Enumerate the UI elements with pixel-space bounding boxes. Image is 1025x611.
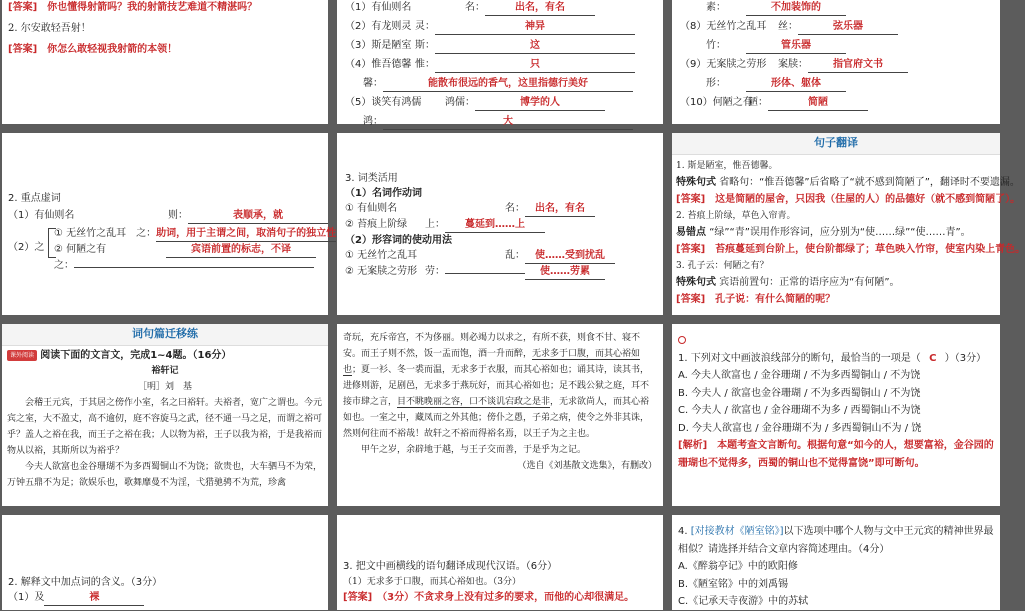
vocab-row: （4）惟吾德馨 惟： 只 [345,57,655,76]
vocab-row: 素： 不加装饰的 [680,0,992,19]
slide-translation-cont [2,0,328,124]
passage-title: 裕轩记 [151,366,179,376]
section-title: 词句篇迁移练 [132,327,198,341]
vocab-row: （1）有仙则名 则： 表顺承，就 [8,208,322,224]
vocab-row: （9）无案牍之劳形 案牍： 指官府文书 [680,57,992,76]
question-3: 3. 把文中画横线的语句翻译成现代汉语。（6分） [343,561,558,572]
slide-word-class [337,133,663,315]
slide-question-2: 2. 解释文中加点词的含义。（3分） （1）及 裸 [2,515,328,610]
slide-question-3: 3. 把文中画横线的语句翻译成现代汉语。（6分） （1）无求多于口腹，而其心裕如也。（3分） [答案] （3分）不贪求身上没有过多的要求，而他的心却很满足。 [337,515,663,610]
sentence-1: 1. 斯是陋室，惟吾德馨。 [676,161,778,171]
vocab-row: ① 有仙则名 名： 出名，有名 [345,201,655,217]
slide-vocabulary-2 [672,0,1000,124]
zhi-group: （2）之 ① 无丝竹之乱耳 之：助词，用于主谓之间，取消句子的独立性 ② 何陋之有 宾语前置的标志，不译 之： [8,228,337,271]
brace [48,228,56,258]
vocab-row: （3）斯是陋室 斯： 这 [345,38,655,57]
subsection-heading: （1）名词作动词 [345,188,422,199]
question-2: 2. 解释文中加点词的含义。（3分） [8,577,163,588]
passage-paragraph: 甲午之岁，余辟地于越，与王子交而善，于是乎为之记。 [361,445,587,456]
answer-3: [答案] 孔子说：有什么简陋的呢？ [676,294,836,306]
section-title: 3. 词类活用 [345,173,398,184]
subsection-heading: （2）形容词的使动用法 [345,235,452,246]
vocab-row: 形： 形体、躯体 [680,76,992,95]
vocab-row: 馨： 能散布很远的香气，这里指德行美好 [345,76,655,95]
underlined-sentence-1: 无求多于口腹，而其心裕如也 [343,349,641,376]
option-d: D. 今夫人欲富也 / 金谷珊瑚不为 / 多西蜀铜山不为 / 饶 [678,422,922,434]
vocab-row: （1）有仙则名 名： 出名，有名 [345,0,655,19]
explanation: [解析] 本题考查文言断句。根据句意“如今的人，想要富裕，金谷园的珊瑚也不觉得多，西蜀的铜山也不觉得富饶”即可断句。 [678,440,994,469]
vocab-row: ① 无丝竹之乱耳 乱： 使……受到扰乱 [345,248,655,264]
vocab-row: （2）有龙则灵 灵： 神异 [345,19,655,38]
option-b: B.《陋室铭》中的刘禹锡 [678,578,789,590]
option-a: A.《醉翁亭记》中的欧阳修 [678,561,798,572]
slide-reading-passage-2 [337,324,663,506]
passage-source: （选自《刘基散文选集》，有删改） [517,461,657,472]
passage-paragraph: 今夫人欲富也金谷珊瑚不为多西蜀铜山不为饶；欲贵也，大车驷马不为荣，万钟五鼎不为足；欲娱乐也，歌舞靡曼不为淫，弋猎驰骋不为荒，珍禽 [7,462,323,489]
sentence-3: 3. 孔子云：何陋之有？ [676,261,769,272]
slide-reading-passage-1: 词句篇迁移练 课外阅读 阅读下面的文言文，完成1~4题。（16分） 裕轩记 ［明］刘 基 会稽王元宾，于其居之傍作小室，名之曰裕轩。夫裕者，宽广之谓也。今元宾之室，大不盈丈，高不逾仞，庭不容旋马之武，径不通一马之足，而谓之裕可乎？盖人之裕在我，而王子之裕在我；人以物为裕，王子以我为裕，于是我裕而物从以裕，其斯所以为裕乎？ 今夫人欲富也金谷珊瑚不为多西蜀铜山不为饶；欲贵也，大车驷马不为荣，万钟五鼎不为足；欲娱乐也，歌舞靡曼不为淫，弋猎驰骋不为荒，珍禽 [2,324,328,506]
option-a: A. 今夫人欲富也 / 金谷珊瑚 / 不为多西蜀铜山 / 不为饶 [678,370,921,381]
option-c: C.《记承天寺夜游》中的苏轼 [678,596,809,607]
slide-sentence-translation: 句子翻译 1. 斯是陋室，惟吾德馨。 特殊句式 省略句：“惟吾德馨”后省略了“就不感到简陋了”，翻译时不要遗漏。 [答案] 这是简陋的屋舍，只因我（住屋的人）的品德好（就不感到简陋了）。 2. 苔痕上阶绿，草色入帘青。 易错点 “绿”“青”误用作形容词，应分别为“使……绿”“使……青”。 [答案] 苔痕蔓延到台阶上，使台阶都绿了；草色映入竹帘，使室内染上青色。 3. 孔子云：何陋之有？ 特殊句式 宾语前置句：正常的语序应为“有何陋”。 [答案] 孔子说：有什么简陋的呢？ [672,133,1000,315]
passage-paragraph: 会稽王元宾，于其居之傍作小室，名之曰裕轩。夫裕者，宽广之谓也。今元宾之室，大不盈丈，高不逾仞，庭不容旋马之武，径不通一马之足，而谓之裕可乎？盖人之裕在我，而王子之裕在我；人以物为裕，王子以我为裕，于是我裕而物从以裕，其斯所以为裕乎？ [7,398,323,457]
section-title: 句子翻译 [814,136,858,150]
answer-2: [答案] 苔痕蔓延到台阶上，使台阶都绿了；草色映入竹帘，使室内染上青色。 [676,244,1025,256]
question-2: 2. 尔安敢轻吾射！ [8,23,91,34]
section-title: 2. 重点虚词 [8,193,61,204]
vocab-row: 竹： 管乐器 [680,38,992,57]
vocab-row: ② 无案牍之劳形 劳： 使……劳累 [345,264,655,280]
passage-paragraph: 奇玩，充斥帝宫，不为侈丽。则必竭力以求之，有所不获，则食不甘、寝不安。而王子则不然，饭一盂而饱，酒一升而醉，无求多于口腹，而其心裕如也；夏一衫、冬一裘而温，无求多于衣服，而其心裕如也；诵其诗，读其书，进修则游，足剧邑，无求多于燕玩好，而其心裕如也；足不践公狱之庭，耳不接市肆之言，目不眺晚丽之容，口不谈讥宕政之是非，无求欲尚人，而其心裕如也。一室之中，藏凤而之外其他；傍仆之愚，子弟之病，使令之外非其诛，然则何往而不裕哉！故轩之不裕而得裕名焉，以王子为之主也。 [343,333,650,440]
vocab-row: 鸿： 大 [345,114,655,133]
answer-3: [答案] （3分）不贪求身上没有过多的要求，而他的心却很满足。 [343,592,635,604]
sentence-2: 2. 苔痕上阶绿，草色入帘青。 [676,211,796,222]
pin-icon [678,336,686,344]
option-b: B. 今夫人 / 欲富也金谷珊瑚 / 不为多西蜀铜山 / 不为饶 [678,387,921,399]
answer-2: [答案] 你怎么敢轻视我射箭的本领！ [8,44,178,55]
reading-badge: 课外阅读 [7,350,37,361]
slide-question-4 [672,515,1000,610]
slide-function-words [2,133,337,315]
question-4: 4. [对接教材《陋室铭》]以下选项中哪个人物与文中王元宾的精神世界最相似？请选择并结合文章内容简述理由。（4分） [678,526,994,555]
passage-author: ［明］刘 基 [137,382,192,393]
slide-question-1 [672,324,1000,506]
option-c: C. 今夫人 / 欲富也 / 金谷珊瑚不为多 / 西蜀铜山不为饶 [678,405,921,416]
underlined-sentence-2: 目不眺晚丽之容，口不谈讥宕政之是非 [397,397,551,408]
vocab-row: （5）谈笑有鸿儒 鸿儒： 博学的人 [345,95,655,114]
vocab-row: ② 苔痕上阶绿 上： 蔓延到……上 [345,217,655,233]
question-1: 1. 下列对文中画波浪线部分的断句，最恰当的一项是（ C ）（3分） [678,352,987,364]
vocab-row: （10）何陋之有陋： 简陋 [680,95,992,114]
answer-1: [答案] 这是简陋的屋舍，只因我（住屋的人）的品德好（就不感到简陋了）。 [676,194,1021,206]
answer-1: [答案] 你也懂得射箭吗？我的射箭技艺难道不精湛吗？ [8,2,258,13]
slide-vocabulary-1 [337,0,663,127]
vocab-row: （8）无丝竹之乱耳 丝： 弦乐器 [680,19,992,38]
